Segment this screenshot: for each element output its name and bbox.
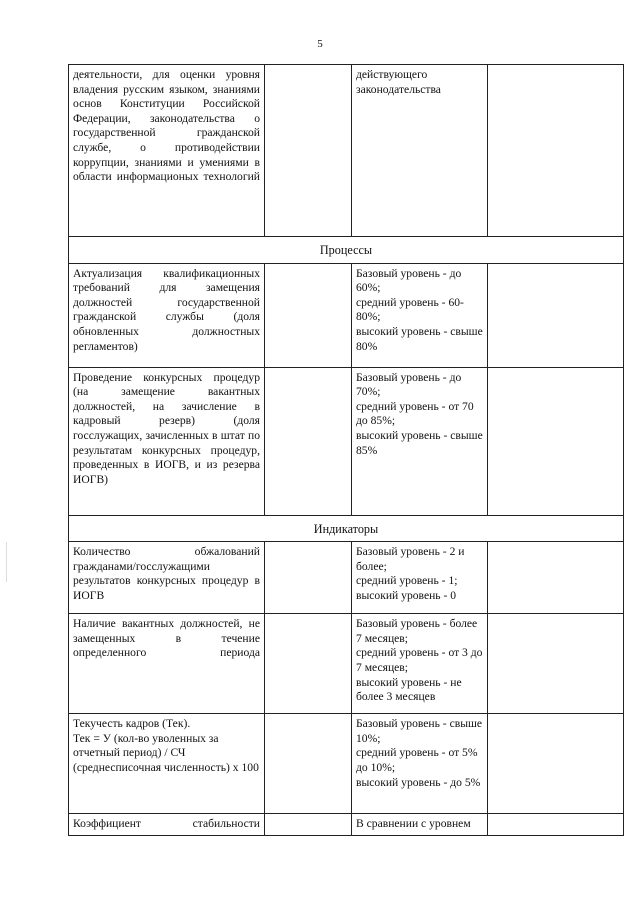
table-row [69, 263, 624, 367]
empty-cell [488, 65, 624, 237]
value-cell: Базовый уровень - до 70%; средний уровень - от 70 до 85%; высокий уровень - свыше 85% [352, 367, 488, 515]
empty-cell [265, 367, 352, 515]
page-number: 5 [317, 38, 323, 50]
criterion-cell: Проведение конкурсных процедур (на замещение вакантных должностей, на зачисление в кадровый резерв) (доля госслужащих, зачисленных в штат по результатам конкурсных процедур, проведенных в ИОГВ, и из резерва ИОГВ) [69, 367, 265, 515]
value-cell: действующего законодательства [352, 65, 488, 237]
section-heading-indicators: Индикаторы [69, 515, 624, 542]
empty-cell [265, 542, 352, 614]
table-row [69, 542, 624, 614]
empty-cell [265, 263, 352, 367]
section-row [69, 237, 624, 264]
empty-cell [265, 814, 352, 836]
value-cell: Базовый уровень - 2 и более; средний уровень - 1; высокий уровень - 0 [352, 542, 488, 614]
section-row [69, 515, 624, 542]
criterion-cell: Актуализация квалификационных требований для замещения должностей государственной гражданской службы (доля обновленных должностных регламентов) [69, 263, 265, 367]
empty-cell [488, 542, 624, 614]
table-row [69, 714, 624, 814]
empty-cell [265, 714, 352, 814]
table-row [69, 367, 624, 515]
empty-cell [488, 367, 624, 515]
value-cell: Базовый уровень - до 60%; средний уровень - 60-80%; высокий уровень - свыше 80% [352, 263, 488, 367]
empty-cell [488, 814, 624, 836]
criterion-cell: Наличие вакантных должностей, не замещенных в течение определенного периода [69, 614, 265, 714]
criterion-cell: деятельности, для оценки уровня владения русским языком, знаниями основ Конституции Российской Федерации, законодательства о государственной гражданской службе, о противодействии коррупции, знаниями и умениями в области информационых технологий [69, 65, 265, 237]
table-row [69, 814, 624, 836]
table-row [69, 65, 624, 237]
empty-cell [265, 614, 352, 714]
value-cell: В сравнении с уровнем [352, 814, 488, 836]
margin-mark [6, 542, 7, 582]
table-row [69, 614, 624, 714]
section-heading-processes: Процессы [69, 237, 624, 264]
empty-cell [488, 614, 624, 714]
value-cell: Базовый уровень - свыше 10%; средний уровень - от 5% до 10%; высокий уровень - до 5% [352, 714, 488, 814]
criterion-cell: Текучесть кадров (Тек). Тек = У (кол-во уволенных за отчетный период) / СЧ (среднесписочная численность) х 100 [69, 714, 265, 814]
value-cell: Базовый уровень - более 7 месяцев; средний уровень - от 3 до 7 месяцев; высокий уровень - не более 3 месяцев [352, 614, 488, 714]
empty-cell [265, 65, 352, 237]
criterion-cell: Количество обжалований гражданами/госслужащими результатов конкурсных процедур в ИОГВ [69, 542, 265, 614]
empty-cell [488, 263, 624, 367]
criteria-table [68, 64, 624, 836]
empty-cell [488, 714, 624, 814]
criterion-cell: Коэффициент стабильности [69, 814, 265, 836]
